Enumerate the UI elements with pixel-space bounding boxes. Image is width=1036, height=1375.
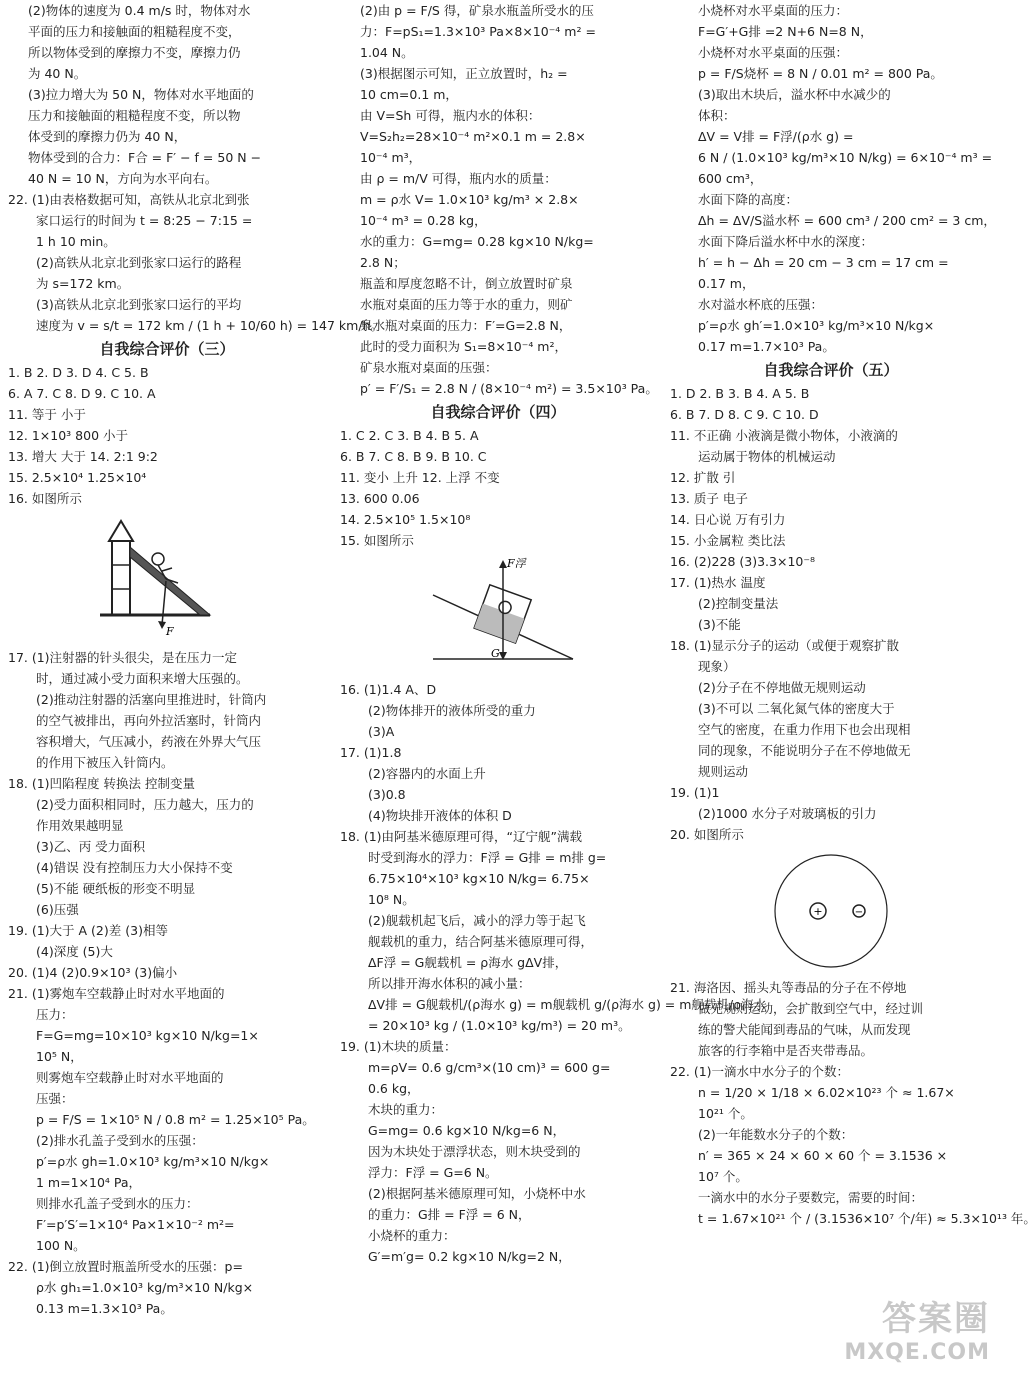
answer-line: 10⁻⁴ m³ = 0.28 kg， xyxy=(360,213,487,228)
answer-line: 10⁷ 个。 xyxy=(698,1169,748,1184)
answer-line: 17. (1)注射器的针头很尖，是在压力一定 xyxy=(8,650,238,665)
buoyancy-label: F浮 xyxy=(507,557,526,570)
answer-line: 21. 海洛因、摇头丸等毒品的分子在不停地 xyxy=(670,980,907,995)
answer-line: 做无规则运动，会扩散到空气中，经过训 xyxy=(698,1001,924,1016)
answer-line: (2)高铁从北京北到张家口运行的路程 xyxy=(36,255,242,270)
answer-line: (2)1000 水分子对玻璃板的引力 xyxy=(698,806,877,821)
section-heading: 自我综合评价（四） xyxy=(430,403,566,421)
answer-line: F=G=mg=10×10³ kg×10 N/kg=1× xyxy=(36,1028,259,1043)
answer-line: G=mg= 0.6 kg×10 N/kg=6 N， xyxy=(368,1123,566,1138)
answer-line: (2)根据阿基米德原理可知，小烧杯中水 xyxy=(368,1186,586,1201)
answer-line: 40 N = 10 N，方向为水平向右。 xyxy=(28,171,218,186)
answer-line: 泉水瓶对桌面的压力：F′=G=2.8 N， xyxy=(360,318,572,333)
answer-line: 1. B 2. D 3. D 4. C 5. B xyxy=(8,365,149,380)
answer-line: p = F/S烧杯 = 8 N / 0.01 m² = 800 Pa。 xyxy=(698,66,943,81)
answer-line: 13. 质子 电子 xyxy=(670,491,748,506)
answer-line: t = 1.67×10²¹ 个 / (3.1536×10⁷ 个/年) ≈ 5.3×10¹³ 年。 xyxy=(698,1211,1036,1226)
answer-line: 6.75×10⁴×10³ kg×10 N/kg= 6.75× xyxy=(368,871,590,886)
answer-line: 19. (1)木块的质量： xyxy=(340,1039,457,1054)
answer-line: 运动属于物体的机械运动 xyxy=(698,449,836,464)
answer-line: n = 1/20 × 1/18 × 6.02×10²³ 个 ≈ 1.67× xyxy=(698,1085,955,1100)
answer-line: n′ = 365 × 24 × 60 × 60 个 = 3.1536 × xyxy=(698,1148,948,1163)
answer-line: (2)由 p = F/S 得，矿泉水瓶盖所受水的压 xyxy=(360,3,594,18)
answer-line: 压力： xyxy=(36,1007,74,1022)
answer-line: (2)物体的速度为 0.4 m/s 时，物体对水 xyxy=(28,3,251,18)
electron-sign: − xyxy=(854,907,864,918)
answer-line: (3)乙、丙 受力面积 xyxy=(36,839,146,854)
answer-line: (4)错误 没有控制压力大小保持不变 xyxy=(36,860,233,875)
answer-line: (3)不能 xyxy=(698,617,741,632)
figure-atom xyxy=(670,849,992,973)
watermark-url: MXQE.COM xyxy=(844,1340,990,1365)
answer-line: 因为木块处于漂浮状态，则木块受到的 xyxy=(368,1144,581,1159)
answer-line: 体受到的摩擦力仍为 40 N， xyxy=(28,129,187,144)
answer-line: 1. C 2. C 3. B 4. B 5. A xyxy=(340,428,479,443)
answer-line: 0.17 m， xyxy=(698,276,755,291)
answer-line: 木块的重力： xyxy=(368,1102,444,1117)
answer-line: 水对溢水杯底的压强： xyxy=(698,297,824,312)
answer-line: 10⁵ N， xyxy=(36,1049,83,1064)
answer-line: 瓶盖和厚度忽略不计，倒立放置时矿泉 xyxy=(360,276,573,291)
answer-line: (6)压强 xyxy=(36,902,79,917)
answer-line: = 20×10³ kg / (1.0×10³ kg/m³) = 20 m³。 xyxy=(368,1018,631,1033)
answer-line: 18. (1)显示分子的运动（或便于观察扩散 xyxy=(670,638,900,653)
answer-line: 水面下降的高度： xyxy=(698,192,799,207)
answer-line: 15. 如图所示 xyxy=(340,533,414,548)
answer-line: 1. D 2. B 3. B 4. A 5. B xyxy=(670,386,810,401)
figure-slide-force xyxy=(8,513,326,643)
answer-line: 1 m=1×10⁴ Pa， xyxy=(36,1175,142,1190)
answer-line: (3)0.8 xyxy=(368,787,406,802)
answer-line: (2)容器内的水面上升 xyxy=(368,766,486,781)
answer-line: 为 40 N。 xyxy=(28,66,87,81)
answer-line: 平面的压力和接触面的粗糙程度不变， xyxy=(28,24,241,39)
gravity-label: G xyxy=(491,647,500,660)
answer-line: 11. 等于 小于 xyxy=(8,407,86,422)
answer-line: 19. (1)大于 A (2)差 (3)相等 xyxy=(8,923,168,938)
answer-line: (3)拉力增大为 50 N，物体对水平地面的 xyxy=(28,87,254,102)
answer-line: 22. (1)由表格数据可知，高铁从北京北到张 xyxy=(8,192,250,207)
answer-line: (2)控制变量法 xyxy=(698,596,779,611)
answer-line: p = F/S = 1×10⁵ N / 0.8 m² = 1.25×10⁵ Pa。 xyxy=(36,1112,315,1127)
answer-line: 18. (1)凹陷程度 转换法 控制变量 xyxy=(8,776,196,791)
answer-line: 水面下降后溢水杯中水的深度： xyxy=(698,234,874,249)
answer-line: 20. (1)4 (2)0.9×10³ (3)偏小 xyxy=(8,965,178,980)
answer-line: 1.04 N。 xyxy=(360,45,414,60)
answer-line: F′=p′S′=1×10⁴ Pa×1×10⁻² m²= xyxy=(36,1217,235,1232)
answer-line: 10²¹ 个。 xyxy=(698,1106,753,1121)
answer-line: 16. 如图所示 xyxy=(8,491,82,506)
answer-line: 18. (1)由阿基米德原理可得，“辽宁舰”满载 xyxy=(340,829,583,844)
answer-line: 作用效果越明显 xyxy=(36,818,124,833)
answer-line: 浮力：F浮 = G=6 N。 xyxy=(368,1165,498,1180)
answer-line: V=S₂h₂=28×10⁻⁴ m²×0.1 m = 2.8× xyxy=(360,129,586,144)
answer-line: 旅客的行李箱中是否夹带毒品。 xyxy=(698,1043,874,1058)
answer-line: (4)深度 (5)大 xyxy=(36,944,113,959)
answer-line: 12. 扩散 引 xyxy=(670,470,736,485)
answer-column-3 xyxy=(670,0,1036,1229)
answer-line: F=G′+G排 =2 N+6 N=8 N， xyxy=(698,24,873,39)
answer-line: 水的重力：G=mg= 0.28 kg×10 N/kg= xyxy=(360,234,594,249)
answer-line: G′=m′g= 0.2 kg×10 N/kg=2 N， xyxy=(368,1249,571,1264)
answer-line: 14. 日心说 万有引力 xyxy=(670,512,786,527)
answer-line: 体积： xyxy=(698,108,736,123)
answer-line: 练的警犬能闻到毒品的气味，从而发现 xyxy=(698,1022,911,1037)
answer-line: 16. (2)228 (3)3.3×10⁻⁸ xyxy=(670,554,815,569)
answer-line: 100 N。 xyxy=(36,1238,86,1253)
answer-line: 舰载机的重力，结合阿基米德原理可得， xyxy=(368,934,594,949)
answer-line: (2)舰载机起飞后，减小的浮力等于起飞 xyxy=(368,913,586,928)
answer-line: 由 V=Sh 可得，瓶内水的体积： xyxy=(360,108,541,123)
answer-line: 22. (1)一滴水中水分子的个数： xyxy=(670,1064,850,1079)
answer-line: 物体受到的合力：F合 = F′ − f = 50 N − xyxy=(28,150,262,165)
answer-line: 小烧杯的重力： xyxy=(368,1228,456,1243)
answer-line: 0.13 m=1.3×10³ Pa。 xyxy=(36,1301,173,1316)
watermark xyxy=(844,1291,990,1365)
answer-line: 则排水孔盖子受到水的压力： xyxy=(36,1196,199,1211)
answer-line: 现象） xyxy=(698,659,736,674)
answer-line: (2)分子在不停地做无规则运动 xyxy=(698,680,866,695)
answer-line: (2)推动注射器的活塞向里推进时，针筒内 xyxy=(36,692,267,707)
answer-line: 所以排开海水体积的减小量： xyxy=(368,976,531,991)
answer-line: 速度为 v = s/t = 172 km / (1 h + 10/60 h) = 147 km/h。 xyxy=(36,318,383,333)
answer-line: 力：F=pS₁=1.3×10³ Pa×8×10⁻⁴ m² = xyxy=(360,24,596,39)
answer-line: 的作用下被压入针筒内。 xyxy=(36,755,174,770)
section-heading: 自我综合评价（五） xyxy=(763,361,899,379)
answer-line: 时，通过减小受力面积来增大压强的。 xyxy=(36,671,249,686)
answer-line: 6. B 7. C 8. B 9. B 10. C xyxy=(340,449,487,464)
answer-line: 空气的密度，在重力作用下也会出现相 xyxy=(698,722,911,737)
answer-line: 14. 2.5×10⁵ 1.5×10⁸ xyxy=(340,512,471,527)
answer-line: 22. (1)倒立放置时瓶盖所受水的压强：p= xyxy=(8,1259,243,1274)
answer-line: 则雾炮车空载静止时对水平地面的 xyxy=(36,1070,224,1085)
answer-line: 16. (1)1.4 A、D xyxy=(340,682,437,697)
answer-line: 水瓶对桌面的压力等于水的重力，则矿 xyxy=(360,297,573,312)
answer-line: 0.17 m=1.7×10³ Pa。 xyxy=(698,339,835,354)
answer-line: (3)不可以 二氧化氮气体的密度大于 xyxy=(698,701,895,716)
answer-line: 6 N / (1.0×10³ kg/m³×10 N/kg) = 6×10⁻⁴ m³ = xyxy=(698,150,993,165)
answer-line: 11. 变小 上升 12. 上浮 不变 xyxy=(340,470,500,485)
answer-line: 2.8 N； xyxy=(360,255,406,270)
answer-line: 矿泉水瓶对桌面的压强： xyxy=(360,360,498,375)
answer-line: (3)A xyxy=(368,724,395,739)
answer-line: 13. 600 0.06 xyxy=(340,491,420,506)
answer-line: 小烧杯对水平桌面的压强： xyxy=(698,45,849,60)
answer-line: 19. (1)1 xyxy=(670,785,720,800)
answer-line: (2)物体排开的液体所受的重力 xyxy=(368,703,536,718)
answer-line: 规则运动 xyxy=(698,764,749,779)
nucleus-sign: + xyxy=(813,905,823,918)
answer-line: 10⁻⁴ m³， xyxy=(360,150,422,165)
answer-line: 20. 如图所示 xyxy=(670,827,744,842)
answer-line: ΔV排 = G舰载机/(ρ海水 g) = m舰载机 g/(ρ海水 g) = m舰载机/ρ海水 xyxy=(368,997,767,1012)
answer-line: 10⁸ N。 xyxy=(368,892,415,907)
answer-line: 的重力：G排 = F浮 = 6 N， xyxy=(368,1207,531,1222)
answer-line: 小烧杯对水平桌面的压力： xyxy=(698,3,849,18)
answer-line: 同的现象，不能说明分子在不停地做无 xyxy=(698,743,911,758)
answer-line: (2)排水孔盖子受到水的压强： xyxy=(36,1133,204,1148)
answer-line: Δh = ΔV/S溢水杯 = 600 cm³ / 200 cm² = 3 cm， xyxy=(698,213,996,228)
section-heading: 自我综合评价（三） xyxy=(99,340,235,358)
answer-line: 11. 不正确 小液滴是微小物体，小液滴的 xyxy=(670,428,898,443)
answer-line: 家口运行的时间为 t = 8:25 − 7:15 = xyxy=(36,213,253,228)
answer-line: 容积增大，气压减小，药液在外界大气压 xyxy=(36,734,262,749)
answer-line: 21. (1)雾炮车空载静止时对水平地面的 xyxy=(8,986,225,1001)
answer-line: 600 cm³， xyxy=(698,171,763,186)
answer-line: 17. (1)热水 温度 xyxy=(670,575,766,590)
watermark-logo: 答案圈 xyxy=(882,1299,990,1339)
answer-line: ΔV = V排 = F浮/(ρ水 g) = xyxy=(698,129,854,144)
figure-buoyancy xyxy=(340,555,656,675)
answer-line: 压强： xyxy=(36,1091,74,1106)
answer-line: 15. 2.5×10⁴ 1.25×10⁴ xyxy=(8,470,147,485)
answer-line: (5)不能 硬纸板的形变不明显 xyxy=(36,881,196,896)
answer-line: 13. 增大 大于 14. 2:1 9:2 xyxy=(8,449,158,464)
answer-line: 6. A 7. C 8. D 9. C 10. A xyxy=(8,386,156,401)
answer-line: (4)物块排开液体的体积 D xyxy=(368,808,512,823)
answer-line: 0.6 kg， xyxy=(368,1081,420,1096)
answer-line: 6. B 7. D 8. C 9. C 10. D xyxy=(670,407,819,422)
force-label: F xyxy=(166,625,174,638)
answer-line: (3)高铁从北京北到张家口运行的平均 xyxy=(36,297,242,312)
answer-line: 所以物体受到的摩擦力不变，摩擦力仍 xyxy=(28,45,241,60)
answer-line: p′=ρ水 gh=1.0×10³ kg/m³×10 N/kg× xyxy=(36,1154,270,1169)
answer-line: 一滴水中的水分子要数完，需要的时间： xyxy=(698,1190,924,1205)
answer-line: 由 ρ = m/V 可得，瓶内水的质量： xyxy=(360,171,557,186)
answer-line: h′ = h − Δh = 20 cm − 3 cm = 17 cm = xyxy=(698,255,949,270)
answer-line: ρ水 gh₁=1.0×10³ kg/m³×10 N/kg× xyxy=(36,1280,254,1295)
answer-line: ΔF浮 = G舰载机 = ρ海水 gΔV排， xyxy=(368,955,568,970)
answer-line: 12. 1×10³ 800 小于 xyxy=(8,428,129,443)
answer-line: 17. (1)1.8 xyxy=(340,745,402,760)
answer-line: (3)取出木块后，溢水杯中水减少的 xyxy=(698,87,891,102)
answer-line: (3)根据图示可知，正立放置时，h₂ = xyxy=(360,66,568,81)
answer-line: p′=ρ水 gh′=1.0×10³ kg/m³×10 N/kg× xyxy=(698,318,935,333)
answer-line: (2)受力面积相同时，压力越大，压力的 xyxy=(36,797,254,812)
answer-line: 15. 小金属粒 类比法 xyxy=(670,533,786,548)
answer-line: 为 s=172 km。 xyxy=(36,276,130,291)
answer-line: (2)一年能数水分子的个数： xyxy=(698,1127,854,1142)
answer-line: 此时的受力面积为 S₁=8×10⁻⁴ m²， xyxy=(360,339,567,354)
answer-line: m = ρ水 V= 1.0×10³ kg/m³ × 2.8× xyxy=(360,192,579,207)
answer-line: 10 cm=0.1 m， xyxy=(360,87,458,102)
answer-line: 的空气被排出，再向外拉活塞时，针筒内 xyxy=(36,713,262,728)
answer-line: 时受到海水的浮力：F浮 = G排 = m排 g= xyxy=(368,850,607,865)
answer-line: m=ρV= 0.6 g/cm³×(10 cm)³ = 600 g= xyxy=(368,1060,611,1075)
answer-line: 1 h 10 min。 xyxy=(36,234,116,249)
answer-line: p′ = F′/S₁ = 2.8 N / (8×10⁻⁴ m²) = 3.5×10³ Pa。 xyxy=(360,381,658,396)
answer-line: 压力和接触面的粗糙程度不变，所以物 xyxy=(28,108,241,123)
